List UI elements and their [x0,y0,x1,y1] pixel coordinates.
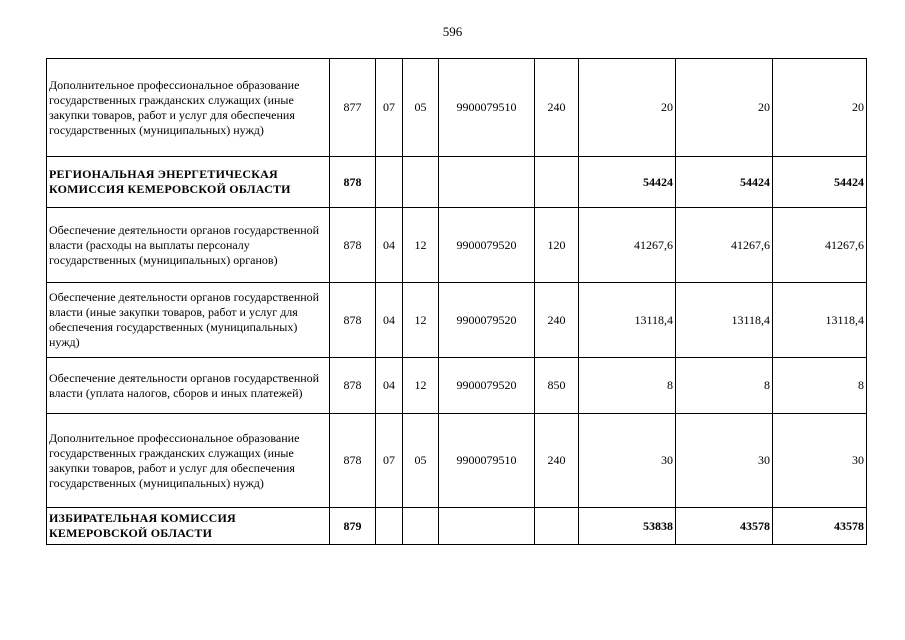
ministry-code: 878 [330,283,376,358]
value-year-2: 8 [676,358,773,414]
row-name: Дополнительное профессиональное образование государственных гражданских служащих (иные закупки товаров, работ и услуг для обеспечения государственных (муниципальных) нужд) [47,414,330,508]
subsection-code: 05 [403,59,439,157]
section-code: 04 [376,208,403,283]
expense-code [535,157,579,208]
section-code [376,157,403,208]
table-row [47,157,867,208]
value-year-2: 54424 [676,157,773,208]
subsection-code [403,508,439,545]
row-name: Дополнительное профессиональное образование государственных гражданских служащих (иные закупки товаров, работ и услуг для обеспечения государственных (муниципальных) нужд) [47,59,330,157]
value-year-3: 41267,6 [773,208,867,283]
expense-code: 120 [535,208,579,283]
target-code: 9900079520 [439,358,535,414]
section-code: 07 [376,59,403,157]
page-number: 596 [442,24,463,39]
subsection-code: 12 [403,358,439,414]
ministry-code: 877 [330,59,376,157]
subsection-code: 12 [403,208,439,283]
section-code: 04 [376,358,403,414]
expense-code: 240 [535,283,579,358]
value-year-1: 41267,6 [579,208,676,283]
value-year-1: 13118,4 [579,283,676,358]
value-year-3: 30 [773,414,867,508]
expense-code [535,508,579,545]
value-year-1: 20 [579,59,676,157]
section-code: 04 [376,283,403,358]
expense-code: 240 [535,59,579,157]
value-year-2: 13118,4 [676,283,773,358]
subsection-code: 05 [403,414,439,508]
value-year-1: 54424 [579,157,676,208]
ministry-code: 878 [330,358,376,414]
row-name: Обеспечение деятельности органов государственной власти (уплата налогов, сборов и иных платежей) [47,358,330,414]
value-year-2: 43578 [676,508,773,545]
table-row [47,414,867,508]
value-year-2: 41267,6 [676,208,773,283]
expense-code: 240 [535,414,579,508]
ministry-code: 878 [330,414,376,508]
value-year-2: 20 [676,59,773,157]
table-row [47,508,867,545]
budget-table [46,58,867,545]
subsection-code: 12 [403,283,439,358]
ministry-code: 879 [330,508,376,545]
target-code: 9900079520 [439,208,535,283]
value-year-3: 20 [773,59,867,157]
target-code: 9900079510 [439,414,535,508]
target-code [439,508,535,545]
table-row [47,283,867,358]
ministry-code: 878 [330,208,376,283]
value-year-1: 8 [579,358,676,414]
value-year-3: 8 [773,358,867,414]
value-year-3: 43578 [773,508,867,545]
table-row [47,208,867,283]
table-row [47,59,867,157]
section-code: 07 [376,414,403,508]
value-year-3: 13118,4 [773,283,867,358]
target-code [439,157,535,208]
target-code: 9900079510 [439,59,535,157]
row-name: РЕГИОНАЛЬНАЯ ЭНЕРГЕТИЧЕСКАЯ КОМИССИЯ КЕМЕРОВСКОЙ ОБЛАСТИ [47,157,330,208]
expense-code: 850 [535,358,579,414]
table-row [47,358,867,414]
subsection-code [403,157,439,208]
section-code [376,508,403,545]
row-name: ИЗБИРАТЕЛЬНАЯ КОМИССИЯ КЕМЕРОВСКОЙ ОБЛАСТИ [47,508,330,545]
row-name: Обеспечение деятельности органов государственной власти (иные закупки товаров, работ и услуг для обеспечения государственных (муниципальных) нужд) [47,283,330,358]
value-year-1: 30 [579,414,676,508]
target-code: 9900079520 [439,283,535,358]
value-year-2: 30 [676,414,773,508]
row-name: Обеспечение деятельности органов государственной власти (расходы на выплаты персоналу государственных (муниципальных) органов) [47,208,330,283]
value-year-1: 53838 [579,508,676,545]
ministry-code: 878 [330,157,376,208]
value-year-3: 54424 [773,157,867,208]
